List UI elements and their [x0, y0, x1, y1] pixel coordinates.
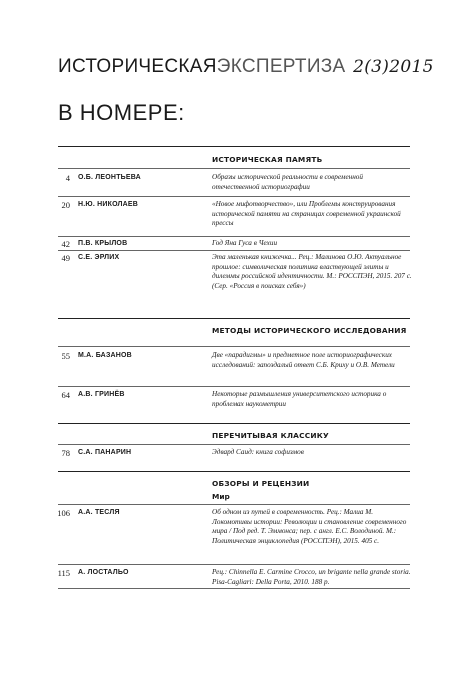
- divider: [58, 168, 410, 169]
- page-number: 49: [61, 253, 70, 263]
- author-name: С.Е. ЭРЛИХ: [78, 254, 120, 261]
- page-number: 20: [61, 200, 70, 210]
- page-number: 42: [61, 239, 70, 249]
- page-number: 78: [61, 448, 70, 458]
- author-name: С.А. ПАНАРИН: [78, 449, 132, 456]
- divider: [58, 346, 410, 347]
- divider: [58, 236, 410, 237]
- author-name: А.В. ГРИНЁВ: [78, 391, 125, 398]
- page-number: 115: [57, 568, 70, 578]
- page-number: 106: [57, 508, 70, 518]
- divider: [58, 386, 410, 387]
- article-title: Две «парадигмы» и предметное поле историографических исследований: запоздалый ответ С.Б. Криху и О.В. Метели: [212, 351, 395, 369]
- journal-title-part1: ИСТОРИЧЕСКАЯ: [58, 56, 217, 77]
- article-title: Эта маленькая книжечка... Рец.: Малинова О.Ю. Актуальное прошлое: символическая политика властвующей элиты и дилеммы российской идентичности. М.: РОССПЭН, 2015. 207 с. (Сер. «Россия в поисках себя»): [212, 253, 412, 290]
- author-name: О.Б. ЛЕОНТЬЕВА: [78, 174, 141, 181]
- section-heading: ИСТОРИЧЕСКАЯ ПАМЯТЬ: [212, 155, 323, 164]
- page-number: 55: [61, 351, 70, 361]
- divider: [58, 588, 410, 589]
- divider: [58, 471, 410, 472]
- divider: [58, 444, 410, 445]
- author-name: А.А. ТЕСЛЯ: [78, 509, 120, 516]
- section-heading: ОБЗОРЫ И РЕЦЕНЗИИ: [212, 479, 310, 488]
- issue-number: 2(3)2015: [353, 57, 434, 77]
- divider: [58, 146, 410, 147]
- author-name: А. ЛОСТАЛЬО: [78, 569, 129, 576]
- section-subheading: Мир: [212, 492, 230, 501]
- page-number: 64: [61, 390, 70, 400]
- section-heading: МЕТОДЫ ИСТОРИЧЕСКОГО ИССЛЕДОВАНИЯ: [212, 326, 407, 335]
- article-title: Рец.: Chinnella E. Carmine Crocco, un brigante nella grande storia. Pisa-Cagliari: Della Porta, 2010. 188 p.: [212, 568, 411, 586]
- article-title: Образы исторической реальности в современной отечественной историографии: [212, 173, 363, 191]
- divider: [58, 250, 410, 251]
- article-title: Год Яна Гуса в Чехии: [212, 239, 278, 247]
- author-name: Н.Ю. НИКОЛАЕВ: [78, 201, 139, 208]
- page-number: 4: [65, 173, 70, 183]
- divider: [58, 564, 410, 565]
- divider: [58, 423, 410, 424]
- divider: [58, 504, 410, 505]
- contents-title: В НОМЕРЕ:: [58, 100, 185, 125]
- author-name: П.В. КРЫЛОВ: [78, 240, 128, 247]
- divider: [58, 318, 410, 319]
- article-title: Эдвард Саид: книга софизмов: [212, 448, 304, 456]
- article-title: Некоторые размышления университетского историка о проблемах наукометрии: [212, 390, 387, 408]
- divider: [58, 196, 410, 197]
- author-name: М.А. БАЗАНОВ: [78, 352, 132, 359]
- journal-title-part2: ЭКСПЕРТИЗА: [216, 56, 346, 77]
- article-title: Об одном из путей в современность. Рец.: Малиа М. Локомотивы истории: Революции и становление современного мира / Под ред. Т. Эммонса; пер. с англ. Е.С. Володиной. М.: Политическая энциклопедия (РОССПЭН), 2015. 405 с.: [212, 508, 407, 545]
- section-heading: ПЕРЕЧИТЫВАЯ КЛАССИКУ: [212, 431, 329, 440]
- article-title: «Новое мифотворчество», или Проблемы конструирования исторической памяти на страницах современной украинской прессы: [212, 200, 401, 228]
- journal-header: [58, 56, 434, 78]
